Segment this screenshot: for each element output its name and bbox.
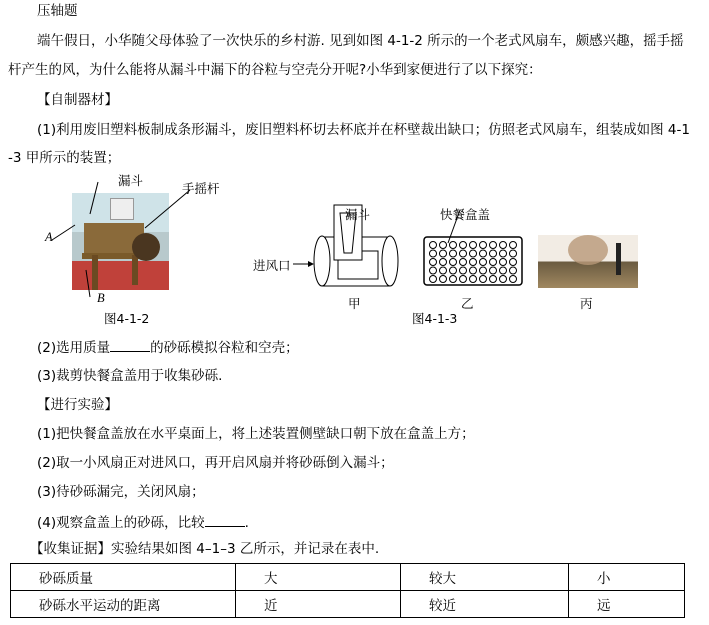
- experiment-heading: 【进行实验】: [37, 397, 118, 413]
- intro-line-2: 杆产生的风，为什么能将从漏斗中漏下的谷粒与空壳分开呢?小华到家便进行了以下探究：: [8, 62, 542, 78]
- table-cell: 较近: [401, 591, 569, 618]
- lid-hole: [450, 276, 457, 283]
- lid-hole: [440, 267, 447, 274]
- step2-text-b: 的砂砾模拟谷粒和空壳；: [150, 340, 299, 356]
- experiment-step-2: (2)取一小风扇正对进风口，再开启风扇并将砂砾倒入漏斗；: [37, 455, 394, 471]
- lid-hole: [430, 242, 437, 249]
- label-bing: 丙: [580, 296, 593, 311]
- lid-hole: [440, 259, 447, 266]
- label-jia: 甲: [348, 296, 361, 311]
- label-air-inlet: 进风口: [253, 258, 291, 273]
- table-cell: 小: [569, 564, 685, 591]
- label-lid: 快餐盒盖: [440, 207, 491, 222]
- lid-hole: [460, 267, 467, 274]
- lid-hole: [510, 259, 517, 266]
- lid-hole: [500, 259, 507, 266]
- experiment-step-1: (1)把快餐盒盖放在水平桌面上，将上述装置侧壁缺口朝下放在盒盖上方；: [37, 426, 475, 442]
- lid-hole: [510, 242, 517, 249]
- lid-hole: [430, 250, 437, 257]
- table-row: [11, 564, 685, 591]
- problem-title: 压轴题: [37, 3, 78, 19]
- lid-hole: [480, 250, 487, 257]
- material-step-3: (3)裁剪快餐盒盖用于收集砂砾.: [37, 368, 223, 384]
- lid-hole: [440, 242, 447, 249]
- intro-line-1: 端午假日，小华随父母体验了一次快乐的乡村游. 见到如图 4-1-2 所示的一个老式风扇车，颇感兴趣，摇手摇: [37, 33, 684, 49]
- lid-hole: [460, 276, 467, 283]
- table-cell: 较大: [401, 564, 569, 591]
- lid-hole: [440, 276, 447, 283]
- lid-hole: [450, 267, 457, 274]
- label-yi: 乙: [461, 296, 474, 311]
- materials-heading: 【自制器材】: [37, 92, 118, 108]
- evidence-text: 【收集证据】实验结果如图 4–1–3 乙所示，并记录在表中.: [30, 541, 380, 557]
- lid-hole: [440, 250, 447, 257]
- lid-hole: [480, 276, 487, 283]
- table-row: [11, 591, 685, 618]
- step4-text: (4)观察盒盖上的砂砾，比较: [37, 515, 205, 531]
- fig412-caption: 图4-1-2: [104, 311, 150, 326]
- lid-hole: [500, 242, 507, 249]
- fig413-caption: 图4-1-3: [412, 311, 458, 326]
- table-cell: 砂砾水平运动的距离: [11, 591, 236, 618]
- lid-hole: [490, 267, 497, 274]
- lid-hole: [430, 267, 437, 274]
- label-funnel-jia: 漏斗: [345, 207, 371, 222]
- blank-1: [110, 337, 150, 352]
- lid-hole: [470, 250, 477, 257]
- blank-2: [205, 512, 245, 527]
- results-table: [10, 563, 685, 618]
- lid-hole: [490, 276, 497, 283]
- lid-hole: [490, 250, 497, 257]
- lid-hole: [490, 259, 497, 266]
- step4-end: .: [244, 515, 249, 531]
- lid-hole: [430, 276, 437, 283]
- lid-hole: [450, 242, 457, 249]
- material-step-1-cont: -3 甲所示的装置；: [8, 150, 121, 166]
- lid-hole: [510, 267, 517, 274]
- material-step-2: [37, 337, 299, 357]
- label-funnel: 漏斗: [118, 173, 144, 188]
- lid-hole: [470, 276, 477, 283]
- lid-hole: [460, 250, 467, 257]
- lid-hole: [480, 259, 487, 266]
- table-cell: 远: [569, 591, 685, 618]
- lid-hole: [460, 259, 467, 266]
- lid-hole: [470, 259, 477, 266]
- lid-hole: [470, 267, 477, 274]
- experiment-step-3: (3)待砂砾漏完，关闭风扇；: [37, 484, 205, 500]
- label-a: A: [45, 230, 53, 244]
- lid-hole: [450, 259, 457, 266]
- lid-hole: [500, 276, 507, 283]
- lid-hole: [450, 250, 457, 257]
- table-cell: 砂砾质量: [11, 564, 236, 591]
- table-cell: 大: [236, 564, 401, 591]
- device-diagram-jia: [250, 195, 410, 295]
- lid-hole: [480, 267, 487, 274]
- experiment-step-4: [37, 512, 249, 532]
- lid-hole: [510, 276, 517, 283]
- label-crank: 手摇杆: [182, 181, 220, 196]
- winnowing-photo-bing: [538, 235, 638, 288]
- lid-hole: [490, 242, 497, 249]
- lid-hole: [460, 242, 467, 249]
- lid-hole: [500, 250, 507, 257]
- table-cell: 近: [236, 591, 401, 618]
- lid-hole: [500, 267, 507, 274]
- lid-hole: [480, 242, 487, 249]
- lid-hole: [470, 242, 477, 249]
- label-b: B: [97, 291, 105, 305]
- material-step-1: (1)利用废旧塑料板制成条形漏斗，废旧塑料杯切去杯底并在杯壁裁出缺口；仿照老式风扇车，组装成如图 4-1: [37, 122, 690, 138]
- lid-hole: [510, 250, 517, 257]
- lid-hole: [430, 259, 437, 266]
- step2-text-a: (2)选用质量: [37, 340, 111, 356]
